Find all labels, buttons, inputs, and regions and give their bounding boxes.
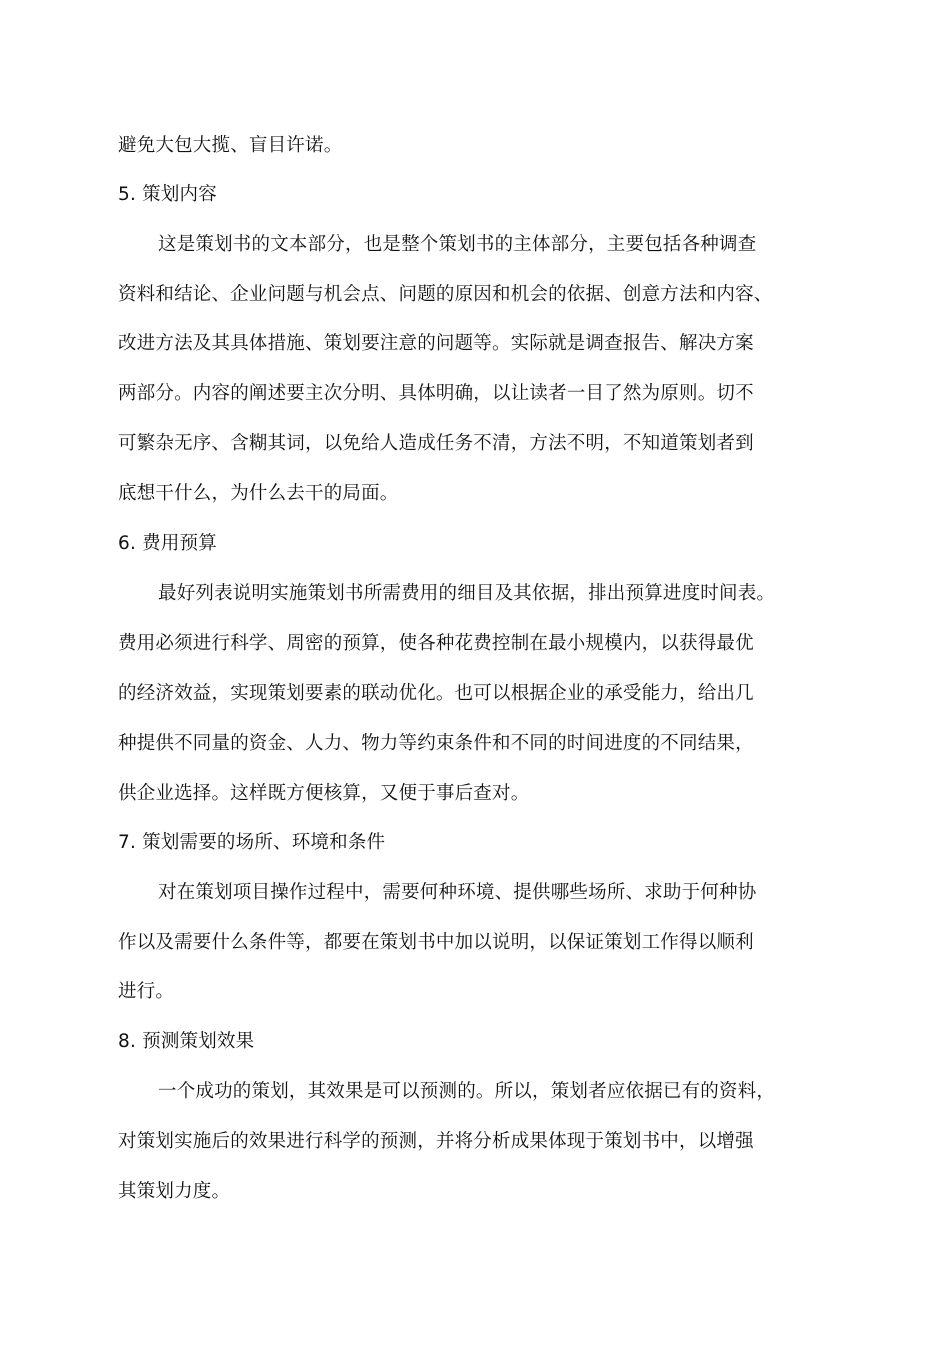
paragraph-line: 费用必须进行科学、周密的预算，使各种花费控制在最小规模内，以获得最优 — [118, 633, 754, 654]
paragraph-line: 其策划力度。 — [118, 1181, 231, 1202]
paragraph-line: 进行。 — [118, 981, 175, 1002]
paragraph-line: 种提供不同量的资金、人力、物力等约束条件和不同的时间进度的不同结果， — [118, 733, 754, 754]
paragraph-line: 供企业选择。这样既方便核算，又便于事后查对。 — [118, 783, 530, 804]
section-heading: 7. 策划需要的场所、环境和条件 — [118, 832, 386, 853]
section-heading: 8. 预测策划效果 — [118, 1031, 255, 1052]
paragraph-line: 资料和结论、企业问题与机会点、问题的原因和机会的依据、创意方法和内容、 — [118, 284, 773, 305]
section-heading: 5. 策划内容 — [118, 184, 217, 205]
paragraph-line: 对策划实施后的效果进行科学的预测，并将分析成果体现于策划书中，以增强 — [118, 1131, 754, 1152]
paragraph-line: 改进方法及其具体措施、策划要注意的问题等。实际就是调查报告、解决方案 — [118, 333, 754, 354]
paragraph-line: 作以及需要什么条件等，都要在策划书中加以说明，以保证策划工作得以顺利 — [118, 932, 754, 953]
paragraph-line: 这是策划书的文本部分，也是整个策划书的主体部分，主要包括各种调查 — [158, 234, 757, 255]
paragraph-line: 底想干什么，为什么去干的局面。 — [118, 483, 399, 504]
paragraph-line: 对在策划项目操作过程中，需要何种环境、提供哪些场所、求助于何种协 — [158, 882, 757, 903]
paragraph-line: 一个成功的策划，其效果是可以预测的。所以，策划者应依据已有的资料， — [158, 1081, 776, 1102]
paragraph-line: 的经济效益，实现策划要素的联动优化。也可以根据企业的承受能力，给出几 — [118, 683, 754, 704]
paragraph-line: 两部分。内容的阐述要主次分明、具体明确，以让读者一目了然为原则。切不 — [118, 383, 754, 404]
paragraph-line: 避免大包大揽、盲目许诺。 — [118, 135, 343, 156]
paragraph-line: 最好列表说明实施策划书所需费用的细目及其依据，排出预算进度时间表。 — [158, 583, 776, 604]
section-heading: 6. 费用预算 — [118, 533, 217, 554]
paragraph-line: 可繁杂无序、含糊其词，以免给人造成任务不清，方法不明，不知道策划者到 — [118, 433, 754, 454]
